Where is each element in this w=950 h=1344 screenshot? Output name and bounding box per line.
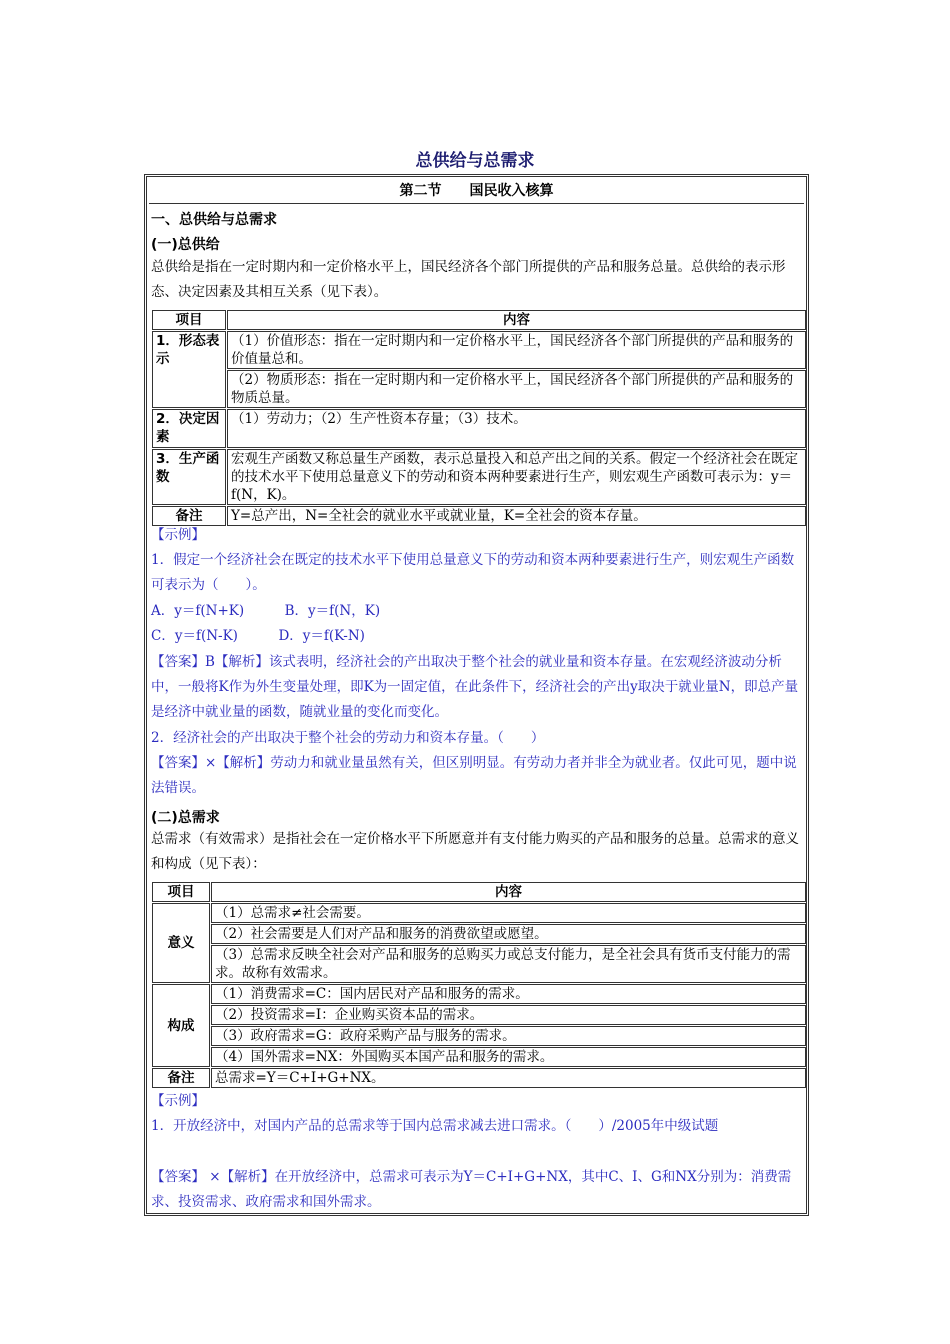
section-heading: 第二节 国民收入核算 (149, 179, 804, 204)
supply-intro: 总供给是指在一定时期内和一定价格水平上，国民经济各个部门所提供的产品和服务总量。总供给的表示形态、决定因素及其相互关系（见下表）。 (151, 259, 786, 300)
table2-composition-3: （3）政府需求=G：政府采购产品与服务的需求。 (211, 1026, 806, 1046)
example1-answer1: 【答案】B【解析】该式表明，经济社会的产出取决于整个社会的就业量和资本存量。在宏观经济波动分析中，一般将K作为外生变量处理，即K为一固定值，在此条件下，经济社会的产出y取决于就业量N，即总产量是经济中就业量的函数，随就业量的变化而变化。 (151, 654, 799, 720)
table1-form-value: （1）价值形态：指在一定时期内和一定价格水平上，国民经济各个部门所提供的产品和服务的价值量总和。 (227, 331, 806, 369)
table1-form-physical: （2）物质形态：指在一定时期内和一定价格水平上，国民经济各个部门所提供的产品和服务的物质总量。 (227, 370, 806, 408)
table1-header-content: 内容 (227, 310, 806, 330)
table1-function: 宏观生产函数又称总量生产函数，表示总量投入和总产出之间的关系。假定一个经济社会在既定的技术水平下使用总量意义下的劳动和资本两种要素进行生产，则宏观生产函数可表示为：y＝f(N，K)。 (227, 449, 806, 505)
content-frame (144, 174, 809, 1216)
table2-composition-2: （2）投资需求=I：企业购买资本品的需求。 (211, 1005, 806, 1025)
table2-composition-4: （4）国外需求=NX：外国购买本国产品和服务的需求。 (211, 1047, 806, 1067)
demand-intro: 总需求（有效需求）是指社会在一定价格水平下所愿意并有支付能力购买的产品和服务的总量。总需求的意义和构成（见下表）： (151, 831, 799, 872)
table2-header-item: 项目 (152, 882, 210, 902)
table2-meaning-2: （2）社会需要是人们对产品和服务的消费欲望或愿望。 (211, 924, 806, 944)
heading-main: 一、总供给与总需求 (151, 212, 277, 228)
table1-note: Y=总产出，N=全社会的就业水平或就业量，K=全社会的资本存量。 (227, 506, 806, 526)
table2-meaning-3: （3）总需求反映全社会对产品和服务的总购买力或总支付能力，是全社会具有货币支付能力的需求。故称有效需求。 (211, 945, 806, 983)
example1-question2: 2．经济社会的产出取决于整个社会的劳动力和资本存量。（ ） (151, 730, 545, 746)
table1-item-form: 1．形态表示 (152, 331, 226, 408)
demand-table (151, 881, 807, 1089)
example1-question1: 1．假定一个经济社会在既定的技术水平下使用总量意义下的劳动和资本两种要素进行生产，则宏观生产函数可表示为（ ）。 (151, 552, 795, 593)
example2-label: 【示例】 (151, 1093, 205, 1109)
table1-header-item: 项目 (152, 310, 226, 330)
example1-answer2: 【答案】×【解析】劳动力和就业量虽然有关，但区别明显。有劳动力者并非全为就业者。仅此可见，题中说法错误。 (151, 755, 797, 796)
example1-options-cd: C．y＝f(N-K) D．y＝f(K-N) (151, 628, 365, 644)
table2-item-note: 备注 (152, 1068, 210, 1088)
document-title: 总供给与总需求 (415, 151, 535, 171)
example2-question1: 1．开放经济中，对国内产品的总需求等于国内总需求减去进口需求。（ ）/2005年中级试题 (151, 1118, 719, 1134)
table2-composition-1: （1）消费需求=C：国内居民对产品和服务的需求。 (211, 984, 806, 1004)
example2-answer1: 【答案】 ×【解析】在开放经济中，总需求可表示为Y＝C+I+G+NX，其中C、I、G和NX分别为：消费需求、投资需求、政府需求和国外需求。 (151, 1169, 792, 1210)
heading-demand: (二)总需求 (151, 810, 220, 826)
heading-supply: (一)总供给 (151, 237, 220, 253)
example1-label: 【示例】 (151, 527, 205, 543)
example1-options-ab: A．y＝f(N+K) B．y＝f(N，K) (151, 603, 381, 619)
table1-factors: （1）劳动力；（2）生产性资本存量；（3）技术。 (227, 409, 806, 448)
table2-item-composition: 构成 (152, 984, 210, 1067)
supply-table (151, 309, 807, 527)
table1-item-note: 备注 (152, 506, 226, 526)
table1-item-factors: 2．决定因素 (152, 409, 226, 448)
table2-header-content: 内容 (211, 882, 806, 902)
table2-note: 总需求=Y＝C+I+G+NX。 (211, 1068, 806, 1088)
table1-item-function: 3．生产函数 (152, 449, 226, 505)
table2-item-meaning: 意义 (152, 903, 210, 983)
table2-meaning-1: （1）总需求≠社会需要。 (211, 903, 806, 923)
